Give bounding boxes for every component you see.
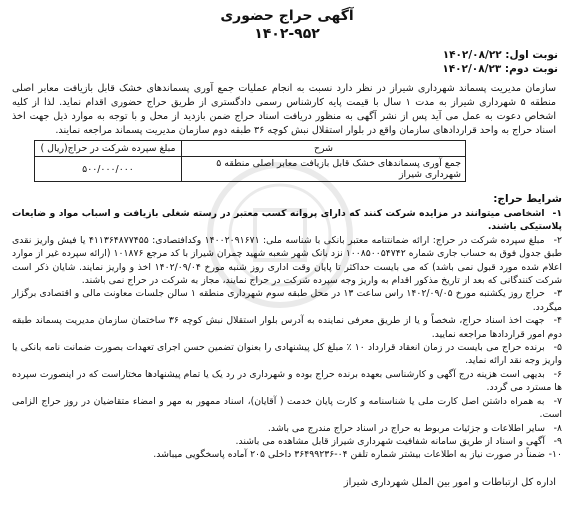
term-number: ۵- xyxy=(553,342,562,354)
term-number: ۶- xyxy=(553,368,562,380)
column-header-description: شرح xyxy=(182,141,466,157)
term-text: ضمناً در صورت نیاز به اطلاعات بیشتر شماره تلفن ۰۴-۳۶۴۹۹۲۳۶ داخلی ۲۰۵ آماده پاسخگویی میباشد. xyxy=(153,449,546,461)
notice-title: آگهی حراج حضوری xyxy=(220,8,354,24)
notice-code: ۱۴۰۲-۹۵۲ xyxy=(254,26,320,42)
term-number: ۹- xyxy=(553,435,562,447)
term-number: ۳- xyxy=(553,288,562,300)
table-row xyxy=(35,157,466,182)
term-item xyxy=(12,234,562,288)
term-item xyxy=(12,368,562,395)
term-number: ۱۰- xyxy=(548,449,562,461)
term-number: ۷- xyxy=(553,395,562,407)
term-text: اشخاصی میتوانند در مزایده شرکت کنند که دارای پروانه کسب معتبر در رسته شغلی بازیافت و اسباب مواد و ضایعات پلاستیکی باشند. xyxy=(12,208,562,233)
term-number: ۱- xyxy=(552,208,562,219)
column-header-amount: مبلغ سپرده شرکت در حراج(ریال ) xyxy=(35,141,182,157)
term-item xyxy=(12,435,562,448)
term-text: به همراه داشتن اصل کارت ملی یا شناسنامه و کارت پایان خدمت ( آقایان)، اسناد ممهور به مهر و امضاء متقاضیان در روز حراج الزامی است. xyxy=(12,395,562,421)
term-text: سایر اطلاعات و جزئیات مربوط به حراج در اسناد حراج مندرج می باشد. xyxy=(267,422,546,434)
term-item xyxy=(12,395,562,422)
terms-list xyxy=(12,207,562,462)
term-text: بدیهی است هزینه درج آگهی و کارشناسی بعهده برنده حراج بوده و شهرداری در رد یک یا تمام پیشنهادها مختاراست که در اینصورت سپرده ها مسترد می گردد. xyxy=(12,368,562,394)
publication-dates xyxy=(12,48,562,76)
term-item xyxy=(12,448,562,461)
term-number: ۲- xyxy=(553,234,562,246)
term-text: جهت اخذ اسناد حراج، شخصاً و یا از طریق معرفی نماینده به آدرس بلوار استقلال نبش کوچه ۳۶ ساختمان سازمان مدیریت پسماند طبقه دوم امور قراردادها مراجعه نمایید. xyxy=(12,315,562,340)
second-publication-date: نوبت دوم: ۱۴۰۲/۰۸/۲۳ xyxy=(442,63,558,75)
term-text: آگهی و اسناد از طریق سامانه شفافیت شهرداری شیراز قابل مشاهده می باشند. xyxy=(235,435,546,447)
term-item xyxy=(12,314,562,341)
term-text: مبلغ سپرده شرکت در حراج: ارائه ضمانتنامه معتبر بانکی با شناسه ملی: ۱۴۰۰۲۰۹۱۶۷۱ وکدافتصادی: ۴۱۱۳۶۴۸۷۷۴۵۵ یا فیش واریز نقدی طبق جدول فوق به حساب جاری شماره ۱۰۰۸۵۰۰۵۴۷۴۲ نزد بانک شهر شعبه شهید چمران شیراز با کد مرجع ۱۰۱۸۷۶ (ارائه سپرده غیر از موارد اعلام شده مورد قبول نمی باشد) که می بایست حداکثر تا پایان وقت اداری روز شنبه مورخ ۱۴۰۲/۰۹/۰۴ اخذ و واریز نمایند. شایان ذکر است شرکت کنندگانی که بعد از تاریخ مذکور اقدام به واریز وجه سپرده شرکت در حراج نمایند، مجاز به شرکت در حراج نمی باشند. xyxy=(12,234,562,287)
row-deposit-amount: ۵۰۰/۰۰۰/۰۰۰ xyxy=(35,157,182,182)
footer-signature: اداره کل ارتباطات و امور بین الملل شهرداری شیراز xyxy=(343,476,556,488)
first-publication-date: نوبت اول: ۱۴۰۲/۰۸/۲۲ xyxy=(442,49,558,61)
row-description: جمع آوری پسماندهای خشک قابل بازیافت معابر اصلی منطقه ۵ شهرداری شیراز xyxy=(182,157,466,182)
term-text: برنده حراج می بایست در زمان انعقاد قرارداد ۱۰ ٪ مبلغ کل پیشنهادی را بعنوان تضمین حسن اجرای تعهدات بصورت ضمانت نامه بانکی یا واریز وجه نقد ارائه نماید. xyxy=(12,342,562,367)
term-number: ۸- xyxy=(553,422,562,434)
term-text: حراج روز یکشنبه مورخ ۱۴۰۲/۰۹/۰۵ راس ساعت ۱۳ در محل طبقه سوم شهرداری منطقه ۱ سالن جلسات معاونت مالی و اقتصادی برگزار میگردد. xyxy=(12,288,562,313)
auction-items-table xyxy=(34,140,466,182)
term-number: ۴- xyxy=(553,315,562,327)
term-item xyxy=(12,207,562,234)
intro-paragraph: سازمان مدیریت پسماند شهرداری شیراز در نظر دارد نسبت به انجام عملیات جمع آوری پسماندهای خشک قابل بازیافت معابر اصلی منطقه ۵ شهرداری شیراز به مدت ۱ سال با قیمت پایه کارشناس رسمی دادگستری از طریق حراج حضوری اقدام نماید. لذا از کلیه اشخاص دعوت به عمل می آید پس از نشر آگهی به منظور دریافت اسناد حراج ضمن بازدید از محل و با توجه به موارد ذیل جهت اخذ اسناد حراج به واحد قراردادهای سازمان واقع در بلوار استقلال نبش کوچه ۳۶ طبقه دوم سازمان مدیریت پسماند مراجعه نمایند. xyxy=(12,83,556,136)
term-item xyxy=(12,422,562,435)
term-item xyxy=(12,341,562,368)
table-header-row xyxy=(35,141,466,157)
term-item xyxy=(12,287,562,314)
terms-title: شرایط حراج: xyxy=(493,193,562,205)
